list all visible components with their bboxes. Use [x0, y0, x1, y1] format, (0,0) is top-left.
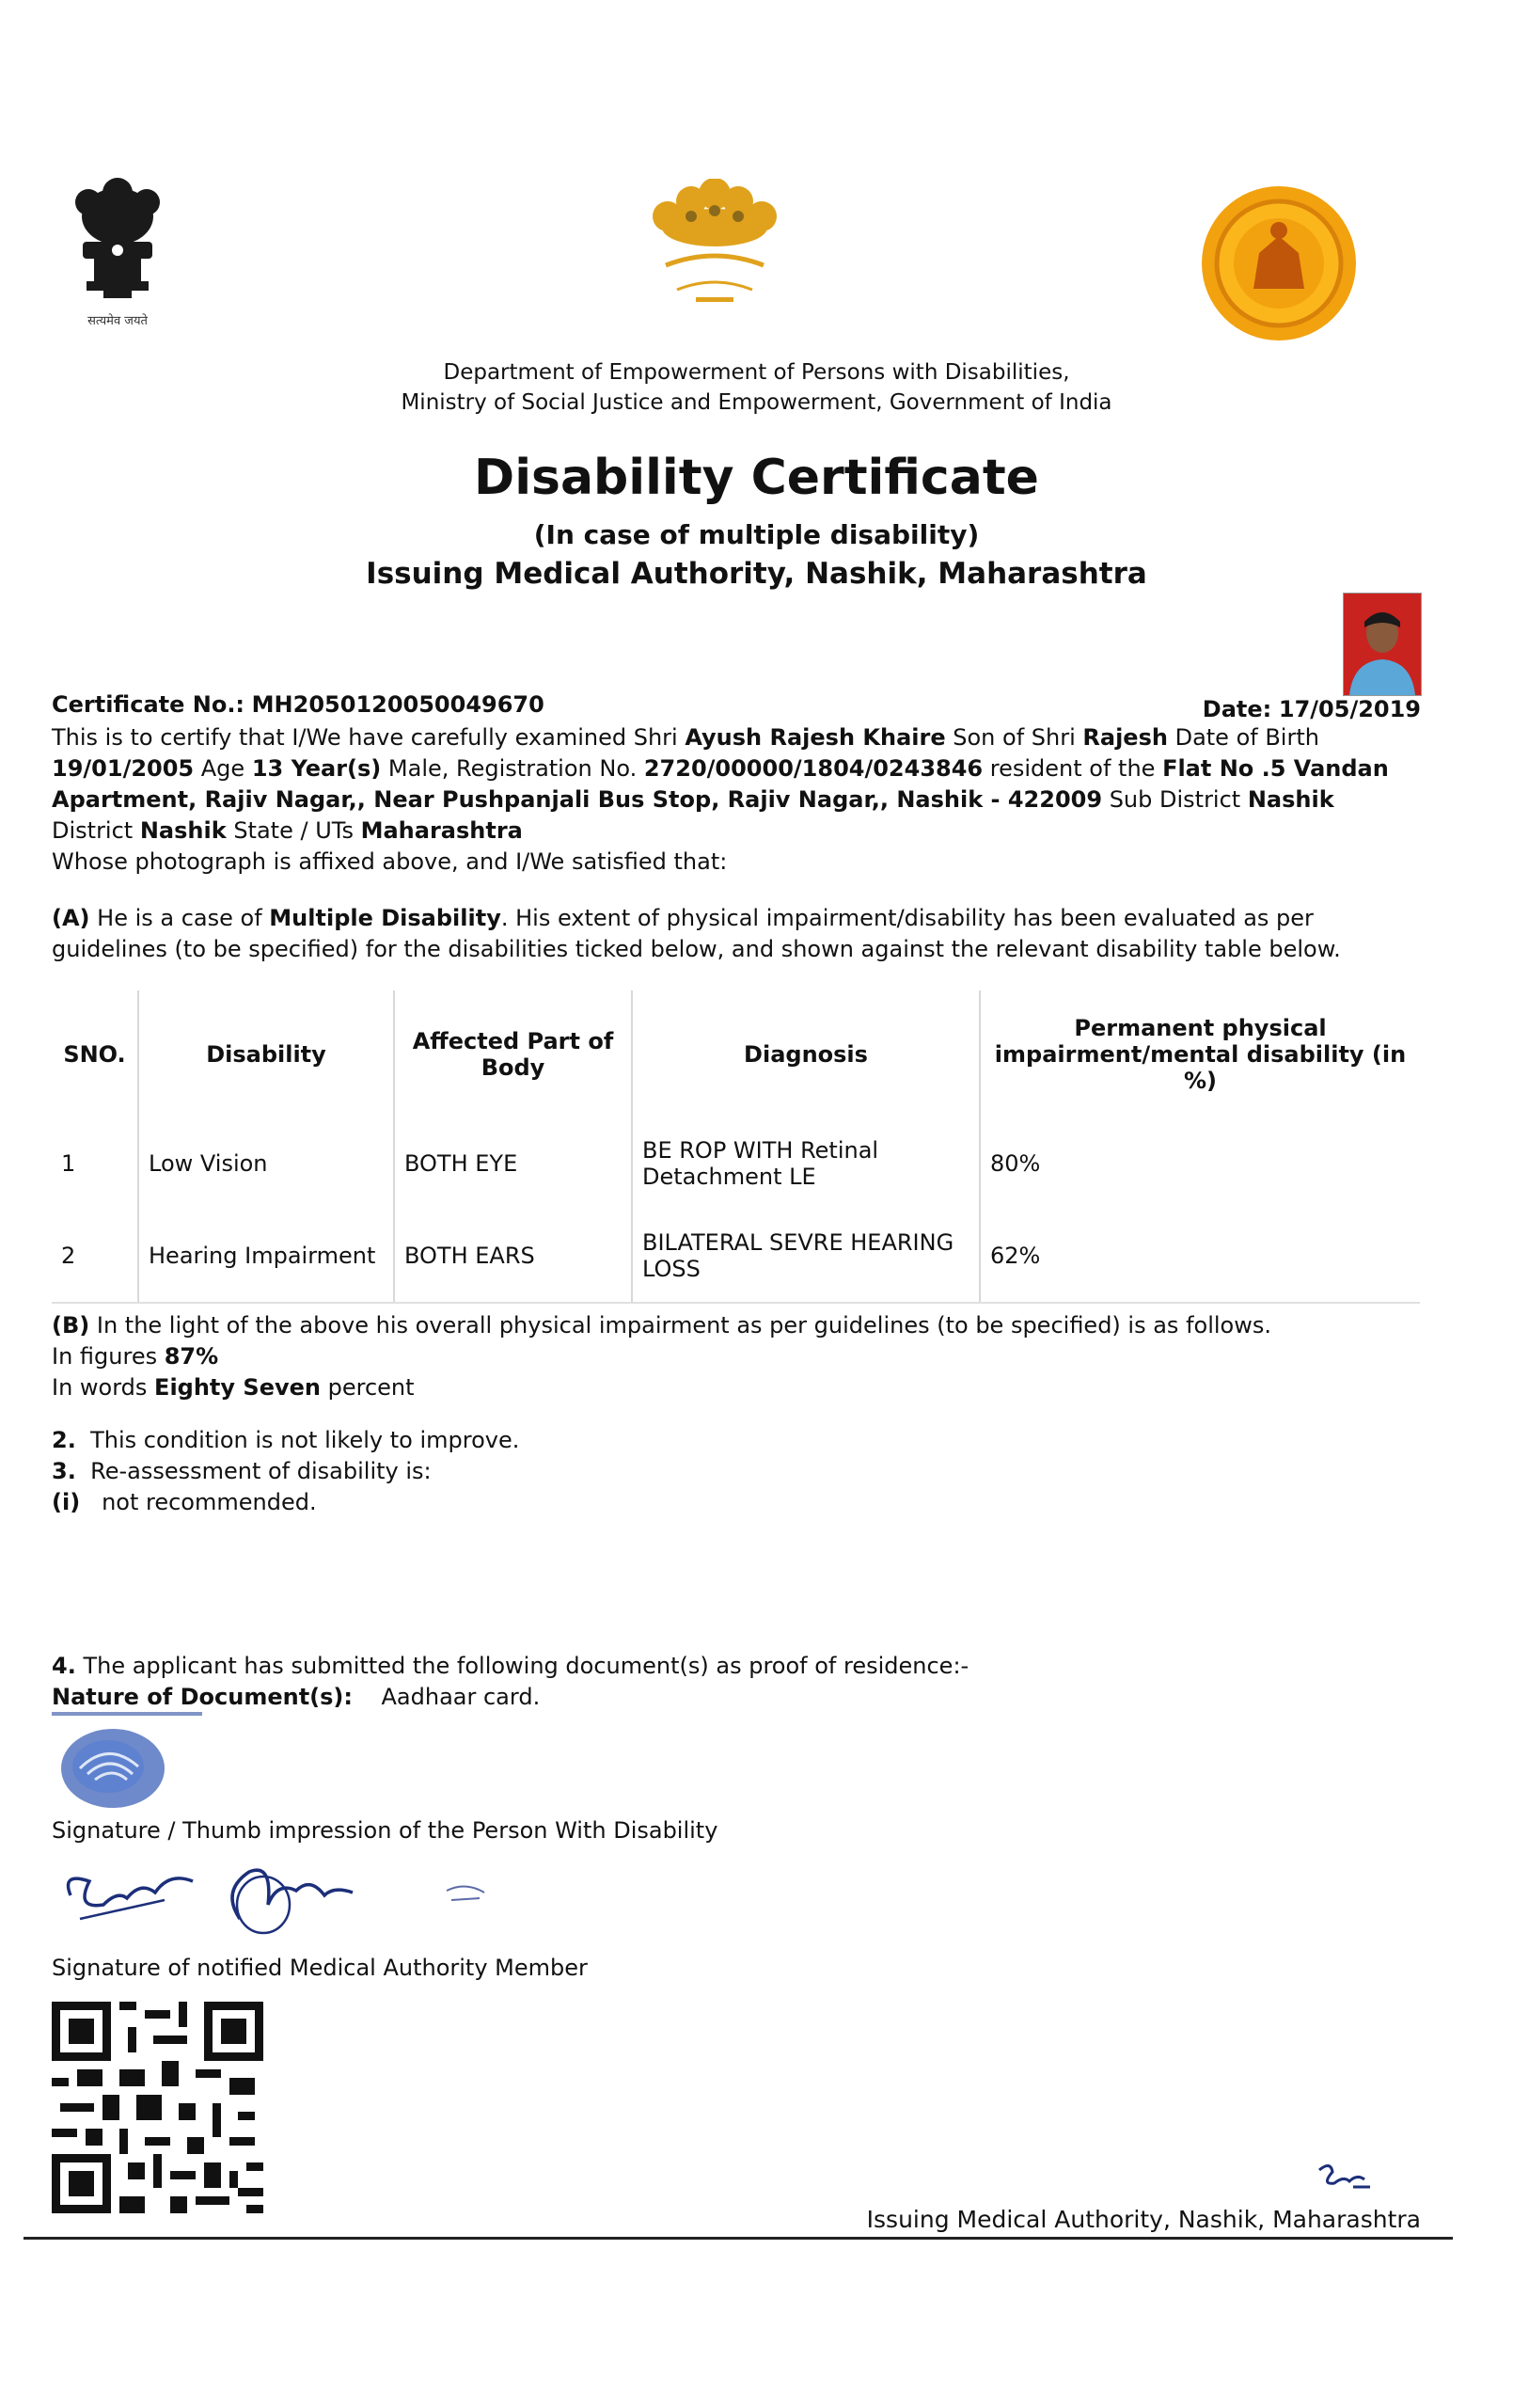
cell-diagnosis: BILATERAL SEVRE HEARING LOSS	[632, 1210, 980, 1303]
date-of-birth: 19/01/2005	[52, 755, 195, 782]
emblem-caption: सत्यमेव जयते	[87, 314, 148, 328]
page-title: Disability Certificate	[474, 450, 1039, 506]
table-header-row	[52, 990, 1420, 1117]
father-name: Rajesh	[1082, 724, 1168, 751]
section-a: (A) He is a case of Multiple Disability. His extent of physical impairment/disability has been evaluated as per guidelines (to be specified) for the disabilities ticked below, and shown against the relevant disability table below.	[52, 905, 1341, 962]
initials-icon	[1312, 2159, 1378, 2196]
section-b: (B) In the light of the above his overall physical impairment as per guidelines (to be specified) is as follows. In figures 87% In words Eighty Seven percent	[52, 1310, 1420, 1403]
person-signature-label: Signature / Thumb impression of the Person With Disability	[52, 1817, 718, 1844]
applicant-photo	[1343, 593, 1422, 696]
cell-disability: Hearing Impairment	[138, 1210, 394, 1303]
cell-sno: 2	[52, 1210, 138, 1303]
issuing-authority: Issuing Medical Authority, Nashik, Maharashtra	[366, 557, 1147, 591]
cell-disability: Low Vision	[138, 1117, 394, 1210]
certificate-number-value: MH2050120050049670	[251, 691, 544, 718]
nature-of-document-label: Nature of Document(s):	[52, 1684, 353, 1710]
ashoka-emblem-icon	[66, 174, 169, 334]
department-line-1: Department of Empowerment of Persons with Disabilities,	[443, 360, 1070, 385]
residence-proof: 4. The applicant has submitted the following document(s) as proof of residence:- Nature of Document(s): Aadhaar card.	[52, 1653, 969, 1710]
maharashtra-seal-icon	[1199, 183, 1359, 343]
cell-sno: 1	[61, 1150, 76, 1177]
thumb-impression-icon	[52, 1712, 212, 1811]
cell-affected-part: BOTH EARS	[394, 1210, 632, 1303]
assessment-points	[52, 1425, 992, 1518]
footer-divider	[24, 2237, 1453, 2240]
certificate-number-label: Certificate No.:	[52, 691, 245, 718]
sub-district: Nashik	[1247, 786, 1334, 813]
cell-percent: 62%	[980, 1210, 1420, 1303]
col-header-disability: Disability	[138, 990, 394, 1117]
impairment-in-figures: In figures 87%	[52, 1343, 219, 1370]
section-b-marker: (B)	[52, 1312, 90, 1339]
cell-affected-part: BOTH EYE	[394, 1117, 632, 1210]
applicant-name: Ayush Rajesh Khaire	[685, 724, 946, 751]
photograph-statement: Whose photograph is affixed above, and I/We satisfied that:	[52, 848, 728, 875]
col-header-impairment-percent: Permanent physical impairment/mental disability (in %)	[980, 990, 1420, 1117]
qr-code-icon	[52, 2002, 263, 2213]
impairment-in-words: In words Eighty Seven percent	[52, 1374, 415, 1401]
cell-percent: 80%	[980, 1117, 1420, 1210]
cell-diagnosis: BE ROP WITH Retinal Detachment LE	[632, 1117, 980, 1210]
date-label: Date:	[1202, 696, 1272, 722]
point-2: 2. This condition is not likely to improve.	[52, 1427, 520, 1453]
section-a-marker: (A)	[52, 905, 90, 931]
certificate-number	[52, 691, 544, 718]
authority-signature-label: Signature of notified Medical Authority Member	[52, 1955, 588, 1981]
state: Maharashtra	[360, 817, 523, 844]
impairment-figure: 87%	[164, 1343, 219, 1370]
col-header-diagnosis: Diagnosis	[632, 990, 980, 1117]
impairment-words: Eighty Seven	[154, 1374, 321, 1401]
authority-signature-icon	[52, 1853, 541, 1938]
district: Nashik	[139, 817, 227, 844]
table-row	[52, 1117, 1420, 1210]
footer-issuing-authority: Issuing Medical Authority, Nashik, Maharashtra	[866, 2206, 1421, 2233]
col-header-sno: SNO.	[63, 1040, 126, 1068]
date-value: 17/05/2019	[1278, 696, 1421, 722]
disability-table	[52, 990, 1420, 1304]
registration-number: 2720/00000/1804/0243846	[643, 755, 984, 782]
department-line-2: Ministry of Social Justice and Empowerment, Government of India	[401, 390, 1112, 415]
nature-of-document-value: Aadhaar card.	[381, 1684, 541, 1710]
subtitle: (In case of multiple disability)	[533, 519, 980, 550]
point-i: (i) not recommended.	[52, 1489, 317, 1515]
case-type: Multiple Disability	[269, 905, 501, 931]
table-row	[52, 1210, 1420, 1303]
point-3: 3. Re-assessment of disability is:	[52, 1458, 432, 1484]
age: 13 Year(s)	[251, 755, 382, 782]
col-header-affected-part: Affected Part of Body	[394, 990, 632, 1117]
certification-paragraph: This is to certify that I/We have carefully examined Shri Ayush Rajesh Khaire Son of Shri Rajesh Date of Birth 19/01/2005 Age 13 Year(s) Male, Registration No. 2720/00000/1804/0243846 resident of the Flat No .5 Vandan Apartment, Rajiv Nagar,, Near Pushpanjali Bus Stop, Rajiv Nagar,, Nashik - 422009 Sub District Nashik District Nashik State / UTs Maharashtra Whose photograph is affixed above, and I/We satisfied that:	[52, 722, 1420, 878]
certificate-date	[1203, 696, 1421, 722]
department-logo-icon	[639, 179, 790, 320]
address: Flat No .5 Vandan Apartment, Rajiv Nagar,, Near Pushpanjali Bus Stop, Rajiv Nagar,, Nashik - 422009	[52, 755, 1389, 813]
